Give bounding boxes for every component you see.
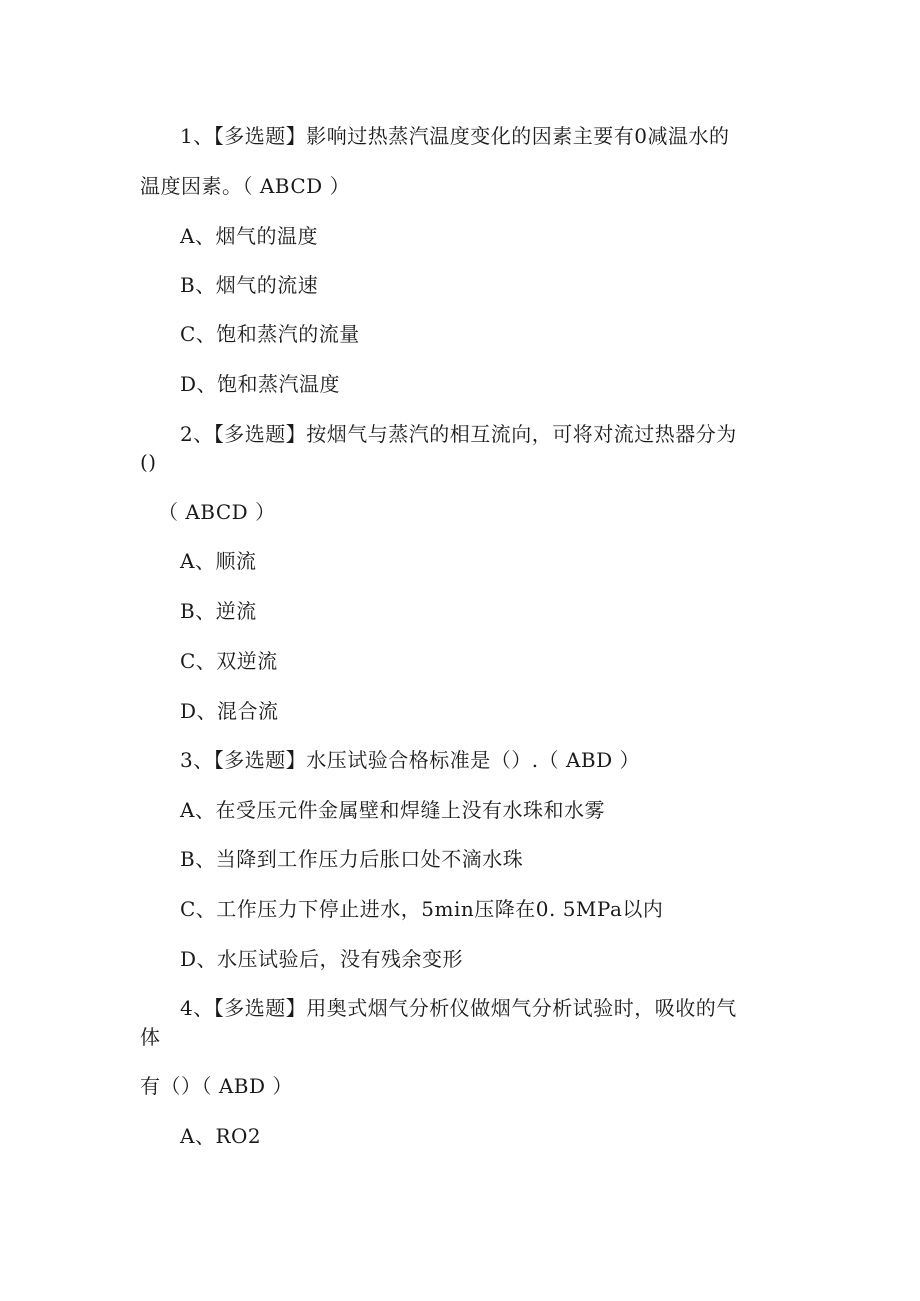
question-3-option-b: B、当降到工作压力后胀口处不滴水珠 <box>180 847 524 871</box>
question-2-option-c: C、双逆流 <box>180 649 278 673</box>
question-2-option-b: B、逆流 <box>180 599 257 623</box>
question-2-answer: （ ABCD ） <box>158 500 276 524</box>
question-1-stem-cont: 温度因素。（ ABCD ） <box>140 174 351 198</box>
question-4-stem: 4、【多选题】用奥式烟气分析仪做烟气分析试验时，吸收的气 <box>180 996 737 1020</box>
question-3-stem: 3、【多选题】水压试验合格标准是（）.（ ABD ） <box>180 748 640 772</box>
question-3-option-d: D、水压试验后，没有残余变形 <box>180 947 464 971</box>
question-2-stem: 2、【多选题】按烟气与蒸汽的相互流向，可将对流过热器分为 <box>180 422 737 446</box>
question-3-option-c: C、工作压力下停止进水，5min压降在0. 5MPa以内 <box>180 897 664 921</box>
question-1-stem: 1、【多选题】影响过热蒸汽温度变化的因素主要有0减温水的 <box>180 124 730 148</box>
question-2-stem-cont: () <box>140 450 157 474</box>
question-3-option-a: A、在受压元件金属壁和焊缝上没有水珠和水雾 <box>180 798 605 822</box>
question-1-option-d: D、饱和蒸汽温度 <box>180 372 341 396</box>
question-4-stem-cont-2: 有（）（ ABD ） <box>140 1074 293 1098</box>
question-1-option-c: C、饱和蒸汽的流量 <box>180 322 360 346</box>
question-2-option-a: A、顺流 <box>180 549 257 573</box>
question-2-option-d: D、混合流 <box>180 699 279 723</box>
question-4-stem-cont: 体 <box>140 1025 161 1049</box>
question-1-option-b: B、烟气的流速 <box>180 273 319 297</box>
question-4-option-a: A、RO2 <box>180 1124 262 1148</box>
question-1-option-a: A、烟气的温度 <box>180 224 318 248</box>
